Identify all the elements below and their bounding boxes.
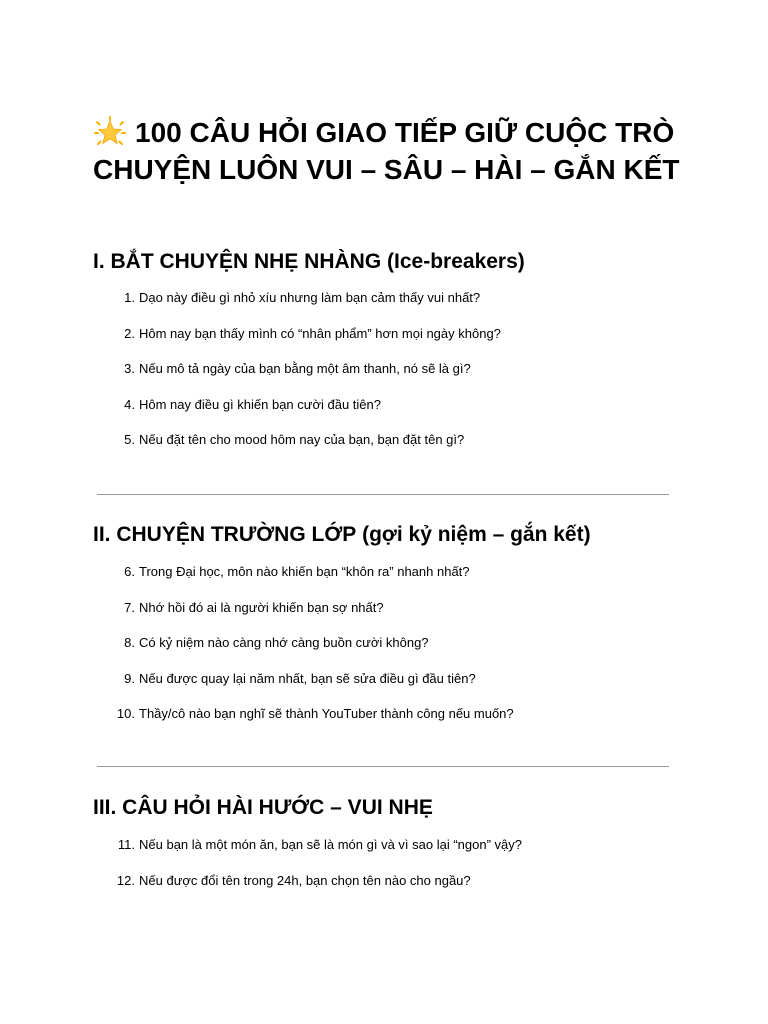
list-item [93,360,713,396]
question-number: 12. [116,872,135,888]
section-heading-main: I. BẮT CHUYỆN NHẸ NHÀNG [93,250,382,273]
glowing-star-icon [93,116,127,146]
question-list [93,289,713,467]
list-item [93,325,713,361]
section-divider [97,494,669,495]
list-item [93,289,713,325]
question-number: 10. [116,706,135,721]
section-heading-note: (Ice-breakers) [387,250,525,273]
question-number: 1. [124,290,135,305]
question-text: Hôm nay điều gì khiến bạn cười đầu tiên? [139,396,381,412]
question-number: 11. [117,837,135,852]
question-number: 2. [124,325,135,341]
question-text: Trong Đại học, môn nào khiến bạn “khôn ra” nhanh nhất? [139,564,470,579]
list-item [93,599,713,635]
question-number: 3. [124,361,135,376]
question-text: Dạo này điều gì nhỏ xíu nhưng làm bạn cảm thấy vui nhất? [139,290,481,305]
question-number: 7. [124,599,135,615]
document-title-text: 100 CÂU HỎI GIAO TIẾP GIỮ CUỘC TRÒ CHUYỆN LUÔN VUI – SÂU – HÀI – GẮN KẾT [93,117,680,185]
question-text: Nếu được đổi tên trong 24h, bạn chọn tên nào cho ngầu? [139,872,471,888]
question-text: Nếu mô tả ngày của bạn bằng một âm thanh, nó sẽ là gì? [139,361,471,376]
question-text: Hôm nay bạn thấy mình có “nhân phẩm” hơn mọi ngày không? [139,325,501,341]
question-number: 4. [124,396,135,412]
section-humor [93,794,713,907]
question-text: Nhớ hồi đó ai là người khiến bạn sợ nhất? [139,599,384,615]
document-title [93,114,693,188]
list-item [93,670,713,706]
section-heading-note: (gợi kỷ niệm – gắn kết) [362,523,591,546]
section-heading [93,794,713,822]
section-heading [93,248,713,276]
question-number: 8. [124,635,135,650]
section-school [93,521,713,741]
section-icebreakers [93,248,713,467]
list-item [93,431,713,467]
section-heading-main: III. CÂU HỎI HÀI HƯỚC – VUI NHẸ [93,796,433,819]
list-item [93,396,713,432]
question-text: Nếu bạn là một món ăn, bạn sẽ là món gì và vì sao lại “ngon” vậy? [139,837,522,852]
list-item [93,836,713,872]
question-text: Nếu được quay lại năm nhất, bạn sẽ sửa điều gì đầu tiên? [139,670,476,686]
list-item [93,872,713,908]
question-number: 9. [124,670,135,686]
list-item [93,705,713,741]
question-list [93,563,713,741]
question-number: 5. [124,432,135,447]
list-item [93,563,713,599]
section-heading-main: II. CHUYỆN TRƯỜNG LỚP [93,523,357,546]
question-number: 6. [124,564,135,579]
section-divider [97,766,669,767]
question-text: Nếu đặt tên cho mood hôm nay của bạn, bạn đặt tên gì? [139,432,465,447]
question-text: Thầy/cô nào bạn nghĩ sẽ thành YouTuber thành công nếu muốn? [139,706,514,721]
section-heading [93,521,713,549]
question-list [93,836,713,907]
question-text: Có kỷ niệm nào càng nhớ càng buồn cười không? [139,635,429,650]
list-item [93,634,713,670]
